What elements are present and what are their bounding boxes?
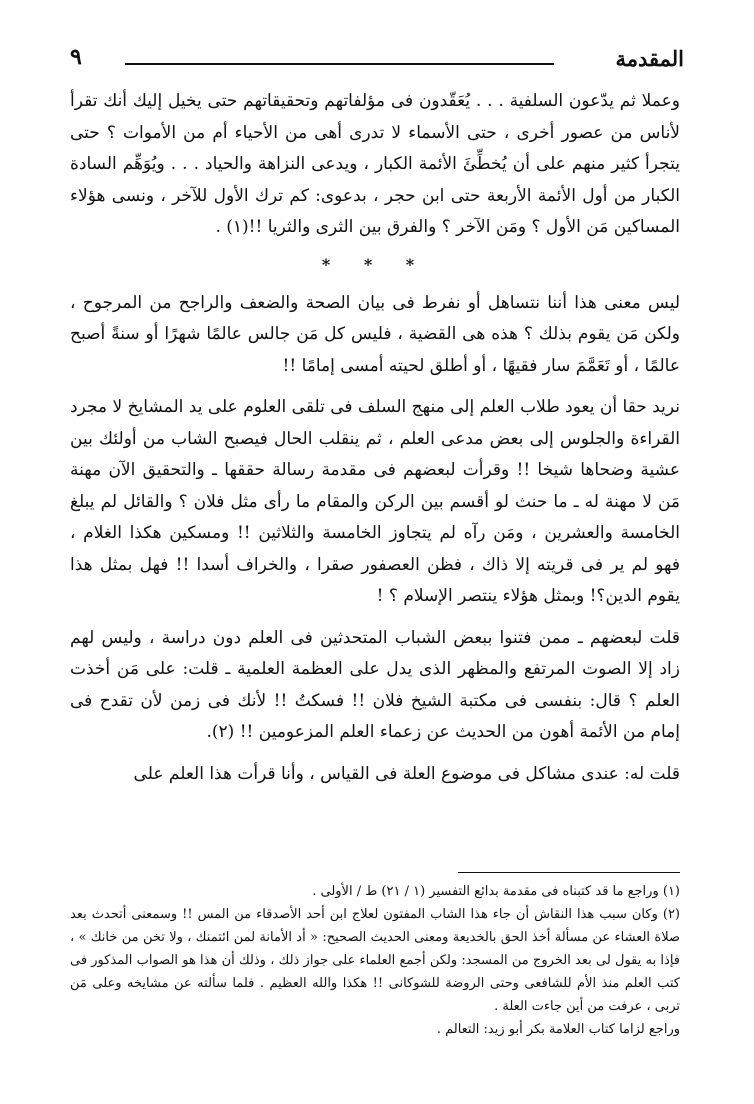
- footnote-3: وراجع لزاما كتاب العلامة بكر أبو زيد: التعالم .: [436, 1022, 680, 1037]
- header-rule: [125, 63, 554, 65]
- paragraph-3: نريد حقا أن يعود طلاب العلم إلى منهج السلف فى تلقى العلوم على يد المشايخ لا مجرد القراءة والجلوس إلى بعض مدعى العلم ، ثم ينقلب الحال فيصبح الشاب من أولئك بين عشية وضحاها شيخا !! وقرأت لبعضهم فى مقدمة رسالة حققها ـ والتحقيق الآن مهنة مَن لا مهنة له ـ ما حنث لو أقسم بين الركن والمقام ما رأى مثل فلان ؟ والقائل لم يبلغ الخامسة والعشرين ، ومَن رآه لم يتجاوز الخامسة والثلاثين !! ومسكين هكذا الغلام ، فهو لم ير فى قريته إلا ذاك ، فظن العصفور صقرا ، والخراف أسدا !! فهل بمثل هذا يقوم الدين؟! وبمثل هؤلاء ينتصر الإسلام ؟ !: [70, 397, 680, 606]
- main-text: [70, 86, 680, 790]
- footnote-2: (٢) وكان سبب هذا النقاش أن جاء هذا الشاب المفتون لعلاج ابن أحد الأصدقاء من المس !! وسمعنى أتحدث بعد صلاة العشاء عن مسألة أخذ الحق بالخديعة ومعنى الحديث الصحيح: « أد الأمانة لمن ائتمنك ، ولا تخن من خانك » ، فإذا به يقول لى بعد الخروج من المسجد: ولكن أجمع العلماء على جواز ذلك ، وذلك أن هذا هو الصواب المذكور فى كتب العلم منذ الأم للشافعى وحتى الروضة للشوكانى !! هكذا والله العظيم . فلما سألته عن مشايخه وعلى مَن تربى ، عرفت من أين جاءت العلة .: [70, 907, 680, 1014]
- paragraph-4: قلت لبعضهم ـ ممن فتنوا ببعض الشباب المتحدثين فى العلم دون دراسة ، وليس لهم زاد إلا الصوت المرتفع والمظهر الذى يدل على العظمة العلمية ـ قلت: على مَن أخذت العلم ؟ قال: بنفسى فى مكتبة الشيخ فلان !! فسكتُ !! لأنك فى زمن لأن تقدح فى إمام من الأئمة أهون من الحديث عن زعماء العلم المزعومين !! (٢).: [70, 627, 680, 742]
- page-header: [70, 44, 684, 80]
- paragraph-1: وعملا ثم يدّعون السلفية . . . يُعَقّدون فى مؤلفاتهم وتحقيقاتهم حتى يخيل إليك أنك تقرأ لأناس من عصور أخرى ، حتى الأسماء لا تدرى أهى من الأحياء أم من الأموات ؟ حتى يتجرأ كثير منهم على أن يُخطِّئَ الأئمة الكبار ، ويدعى النزاهة والحياد . . . ويُوَهِّم السادة الكبار من أول الأئمة الأربعة حتى ابن حجر ، بدعوى: كم ترك الأول للآخر ، ونسى هؤلاء المساكين مَن الأول ؟ ومَن الآخر ؟ والفرق بين الثرى والثريا !!(١) .: [70, 91, 680, 237]
- footnotes: [70, 880, 680, 1041]
- footnote-rule: [458, 872, 680, 873]
- page-number: ٩: [70, 44, 82, 70]
- paragraph-5: قلت له: عندى مشاكل فى موضوع العلة فى القياس ، وأنا قرأت هذا العلم على: [133, 763, 680, 784]
- paragraph-2: ليس معنى هذا أننا نتساهل أو نفرط فى بيان الصحة والضعف والراجح من المرجوح ، ولكن مَن يقوم بذلك ؟ هذه هى القضية ، فليس كل مَن جالس عالمًا شهرًا أو سنةً أصبح عالمًا ، أو تَعَمَّمَ سار فقيهًا ، أو أطلق لحيته أمسى إمامًا !!: [70, 292, 680, 376]
- running-title: المقدمة: [615, 46, 684, 71]
- footnote-1: (١) وراجع ما قد كتبناه فى مقدمة بدائع التفسير (١ / ٢١) ط / الأولى .: [312, 884, 680, 899]
- section-separator: * * *: [321, 254, 429, 274]
